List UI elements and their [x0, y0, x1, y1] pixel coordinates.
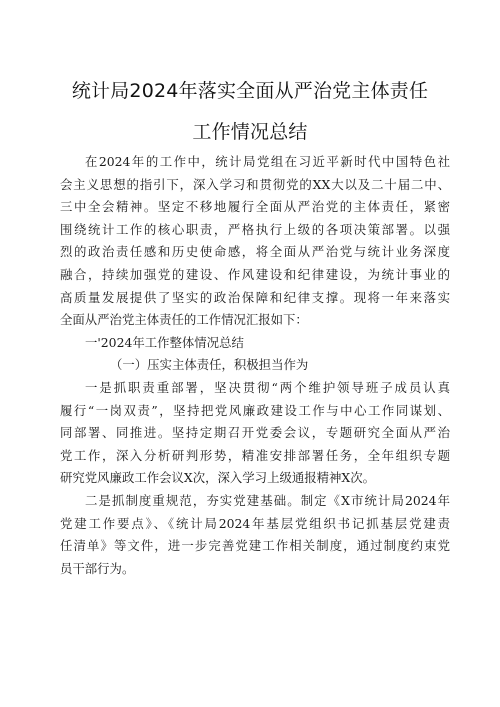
document-title-line-1: 统计局2024年落实全面从严治党主体责任	[71, 80, 429, 102]
body-line: 高质量发展提供了坚实的政治保障和纪律支撑。现将一年来落实	[60, 289, 450, 305]
body-line: 二是抓制度重规范，夯实党建基础。制定《X市统计局2024年	[85, 492, 450, 508]
body-line: 烈的政治责任感和历史使命感，将全面从严治党与统计业务深度	[60, 244, 450, 260]
subsection-heading: （一）压实主体责任，积极担当作为	[110, 357, 309, 373]
document-title-line-2: 工作情况总结	[192, 121, 308, 143]
body-line: 融合，持续加强党的建设、作风建设和纪律建设，为统计事业的	[60, 266, 450, 282]
body-line: 在2024年的工作中，统计局党组在习近平新时代中国特色社	[85, 154, 450, 169]
body-line: 三中全会精神。坚定不移地履行全面从严治党的主体责任，紧密	[60, 199, 450, 215]
body-line: 党工作，深入分析研判形势，精准安排部署任务，全年组织专题	[60, 447, 450, 463]
body-line: 同部署、同推进。坚持定期召开党委会议，专题研究全面从严治	[60, 425, 450, 441]
body-line: 履行“一岗双责”，坚持把党风廉政建设工作与中心工作同谋划、	[60, 402, 450, 418]
body-line: 党建工作要点》、《统计局2024年基层党组织书记抓基层党建责	[60, 515, 450, 531]
document-body	[60, 151, 450, 580]
section-heading: 一'2024年工作整体情况总结	[85, 334, 244, 350]
body-line: 全面从严治党主体责任的工作情况汇报如下：	[60, 312, 308, 328]
body-line: 任清单》等文件，进一步完善党建工作相关制度，通过制度约束党	[60, 538, 450, 554]
body-line: 研究党风廉政工作会议X次，深入学习上级通报精神X次。	[60, 470, 376, 486]
body-line: 会主义思想的指引下，深入学习和贯彻党的XX大以及二十届二中、	[60, 176, 450, 192]
body-line: 一是抓职责重部署，坚决贯彻“两个维护领导班子成员认真	[85, 379, 450, 395]
body-line: 围绕统计工作的核心职责，严格执行上级的各项决策部署。以强	[60, 221, 450, 237]
body-line: 员干部行为。	[60, 560, 135, 576]
